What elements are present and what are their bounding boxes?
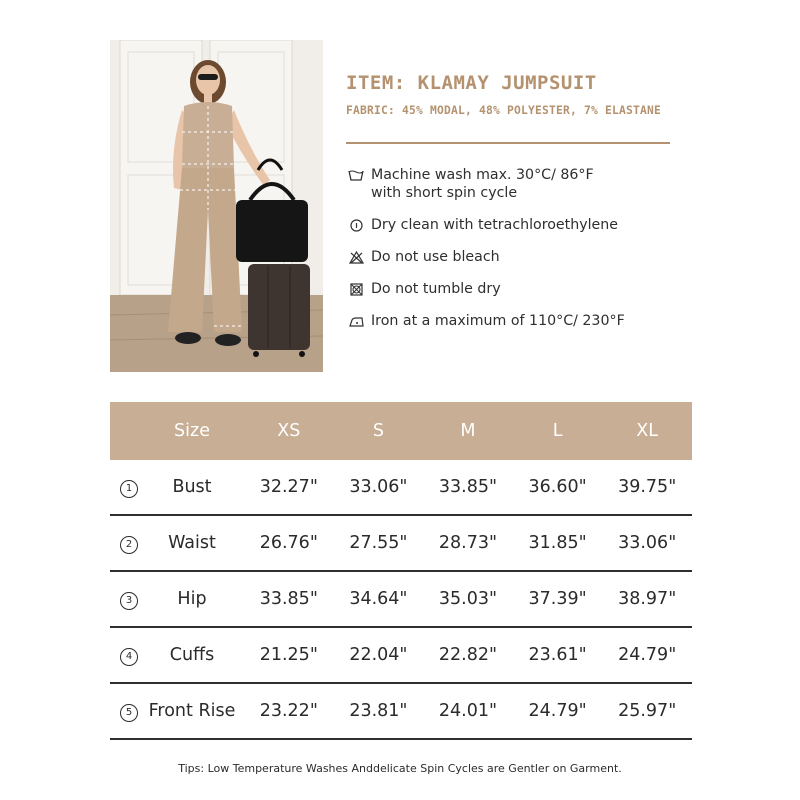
model-illustration (110, 40, 323, 372)
table-row (110, 572, 692, 628)
table-row (110, 516, 692, 572)
row-number-badge: 2 (120, 536, 138, 554)
care-instructions (346, 166, 696, 344)
no-tumble-dry-icon (346, 280, 366, 298)
care-item-iron (346, 312, 696, 330)
size-table (110, 402, 692, 740)
row-label: Front Rise (148, 701, 236, 721)
row-number-badge: 4 (120, 648, 138, 666)
iron-icon (346, 312, 366, 330)
product-photo (110, 40, 323, 372)
table-row (110, 628, 692, 684)
table-header (110, 402, 692, 460)
row-label: Hip (177, 589, 207, 609)
care-text-line1: Machine wash max. 30°C/ 86°F (371, 167, 594, 183)
care-item-bleach (346, 248, 696, 266)
table-cell: 26.76" (259, 533, 318, 553)
wash-tub-icon (346, 166, 366, 184)
table-cell: 27.55" (349, 533, 408, 553)
table-cell: 24.79" (618, 645, 677, 665)
table-cell: 34.64" (349, 589, 408, 609)
header-size-l: L (552, 421, 563, 441)
table-cell: 31.85" (528, 533, 587, 553)
divider (346, 142, 670, 144)
table-cell: 33.85" (438, 477, 498, 497)
care-item-dry-clean (346, 216, 696, 234)
header-size-xl: XL (636, 421, 659, 441)
row-label: Waist (168, 533, 216, 553)
table-cell: 37.39" (528, 589, 587, 609)
garment-care-tip: Tips: Low Temperature Washes Anddelicate Spin Cycles are Gentler on Garment. (178, 762, 622, 775)
row-number-badge: 3 (120, 592, 138, 610)
table-row (110, 460, 692, 516)
table-cell: 23.61" (528, 645, 587, 665)
table-cell: 33.85" (259, 589, 318, 609)
care-text: Do not tumble dry (371, 281, 501, 297)
table-cell: 36.60" (528, 477, 587, 497)
table-cell: 35.03" (438, 589, 498, 609)
table-cell: 38.97" (618, 589, 677, 609)
item-title: ITEM: KLAMAY JUMPSUIT (346, 72, 597, 94)
dry-clean-icon (346, 216, 366, 234)
header-size-s: S (372, 421, 384, 441)
row-label: Bust (172, 477, 212, 497)
header-size-xs: XS (277, 421, 301, 441)
table-cell: 22.82" (438, 645, 498, 665)
table-cell: 23.81" (349, 701, 408, 721)
table-cell: 28.73" (438, 533, 498, 553)
care-item-tumble (346, 280, 696, 298)
table-cell: 24.79" (528, 701, 587, 721)
table-cell: 21.25" (259, 645, 318, 665)
row-number-badge: 5 (120, 704, 138, 722)
fabric-composition: FABRIC: 45% MODAL, 48% POLYESTER, 7% ELASTANE (346, 104, 662, 117)
table-cell: 23.22" (259, 701, 318, 721)
care-text: Dry clean with tetrachloroethylene (371, 217, 619, 233)
header-size-m: M (460, 421, 476, 441)
row-label: Cuffs (169, 645, 215, 665)
table-cell: 33.06" (349, 477, 408, 497)
table-cell: 25.97" (618, 701, 677, 721)
care-text: Iron at a maximum of 110°C/ 230°F (371, 313, 625, 329)
table-row (110, 684, 692, 740)
care-item-wash (346, 166, 696, 202)
table-cell: 33.06" (618, 533, 677, 553)
care-text: Do not use bleach (371, 249, 500, 265)
table-cell: 32.27" (259, 477, 318, 497)
table-cell: 22.04" (349, 645, 408, 665)
no-bleach-icon (346, 248, 366, 266)
row-number-badge: 1 (120, 480, 138, 498)
table-cell: 39.75" (618, 477, 677, 497)
care-text-line2: with short spin cycle (371, 185, 518, 201)
header-size-label: Size (174, 421, 210, 441)
table-cell: 24.01" (438, 701, 498, 721)
